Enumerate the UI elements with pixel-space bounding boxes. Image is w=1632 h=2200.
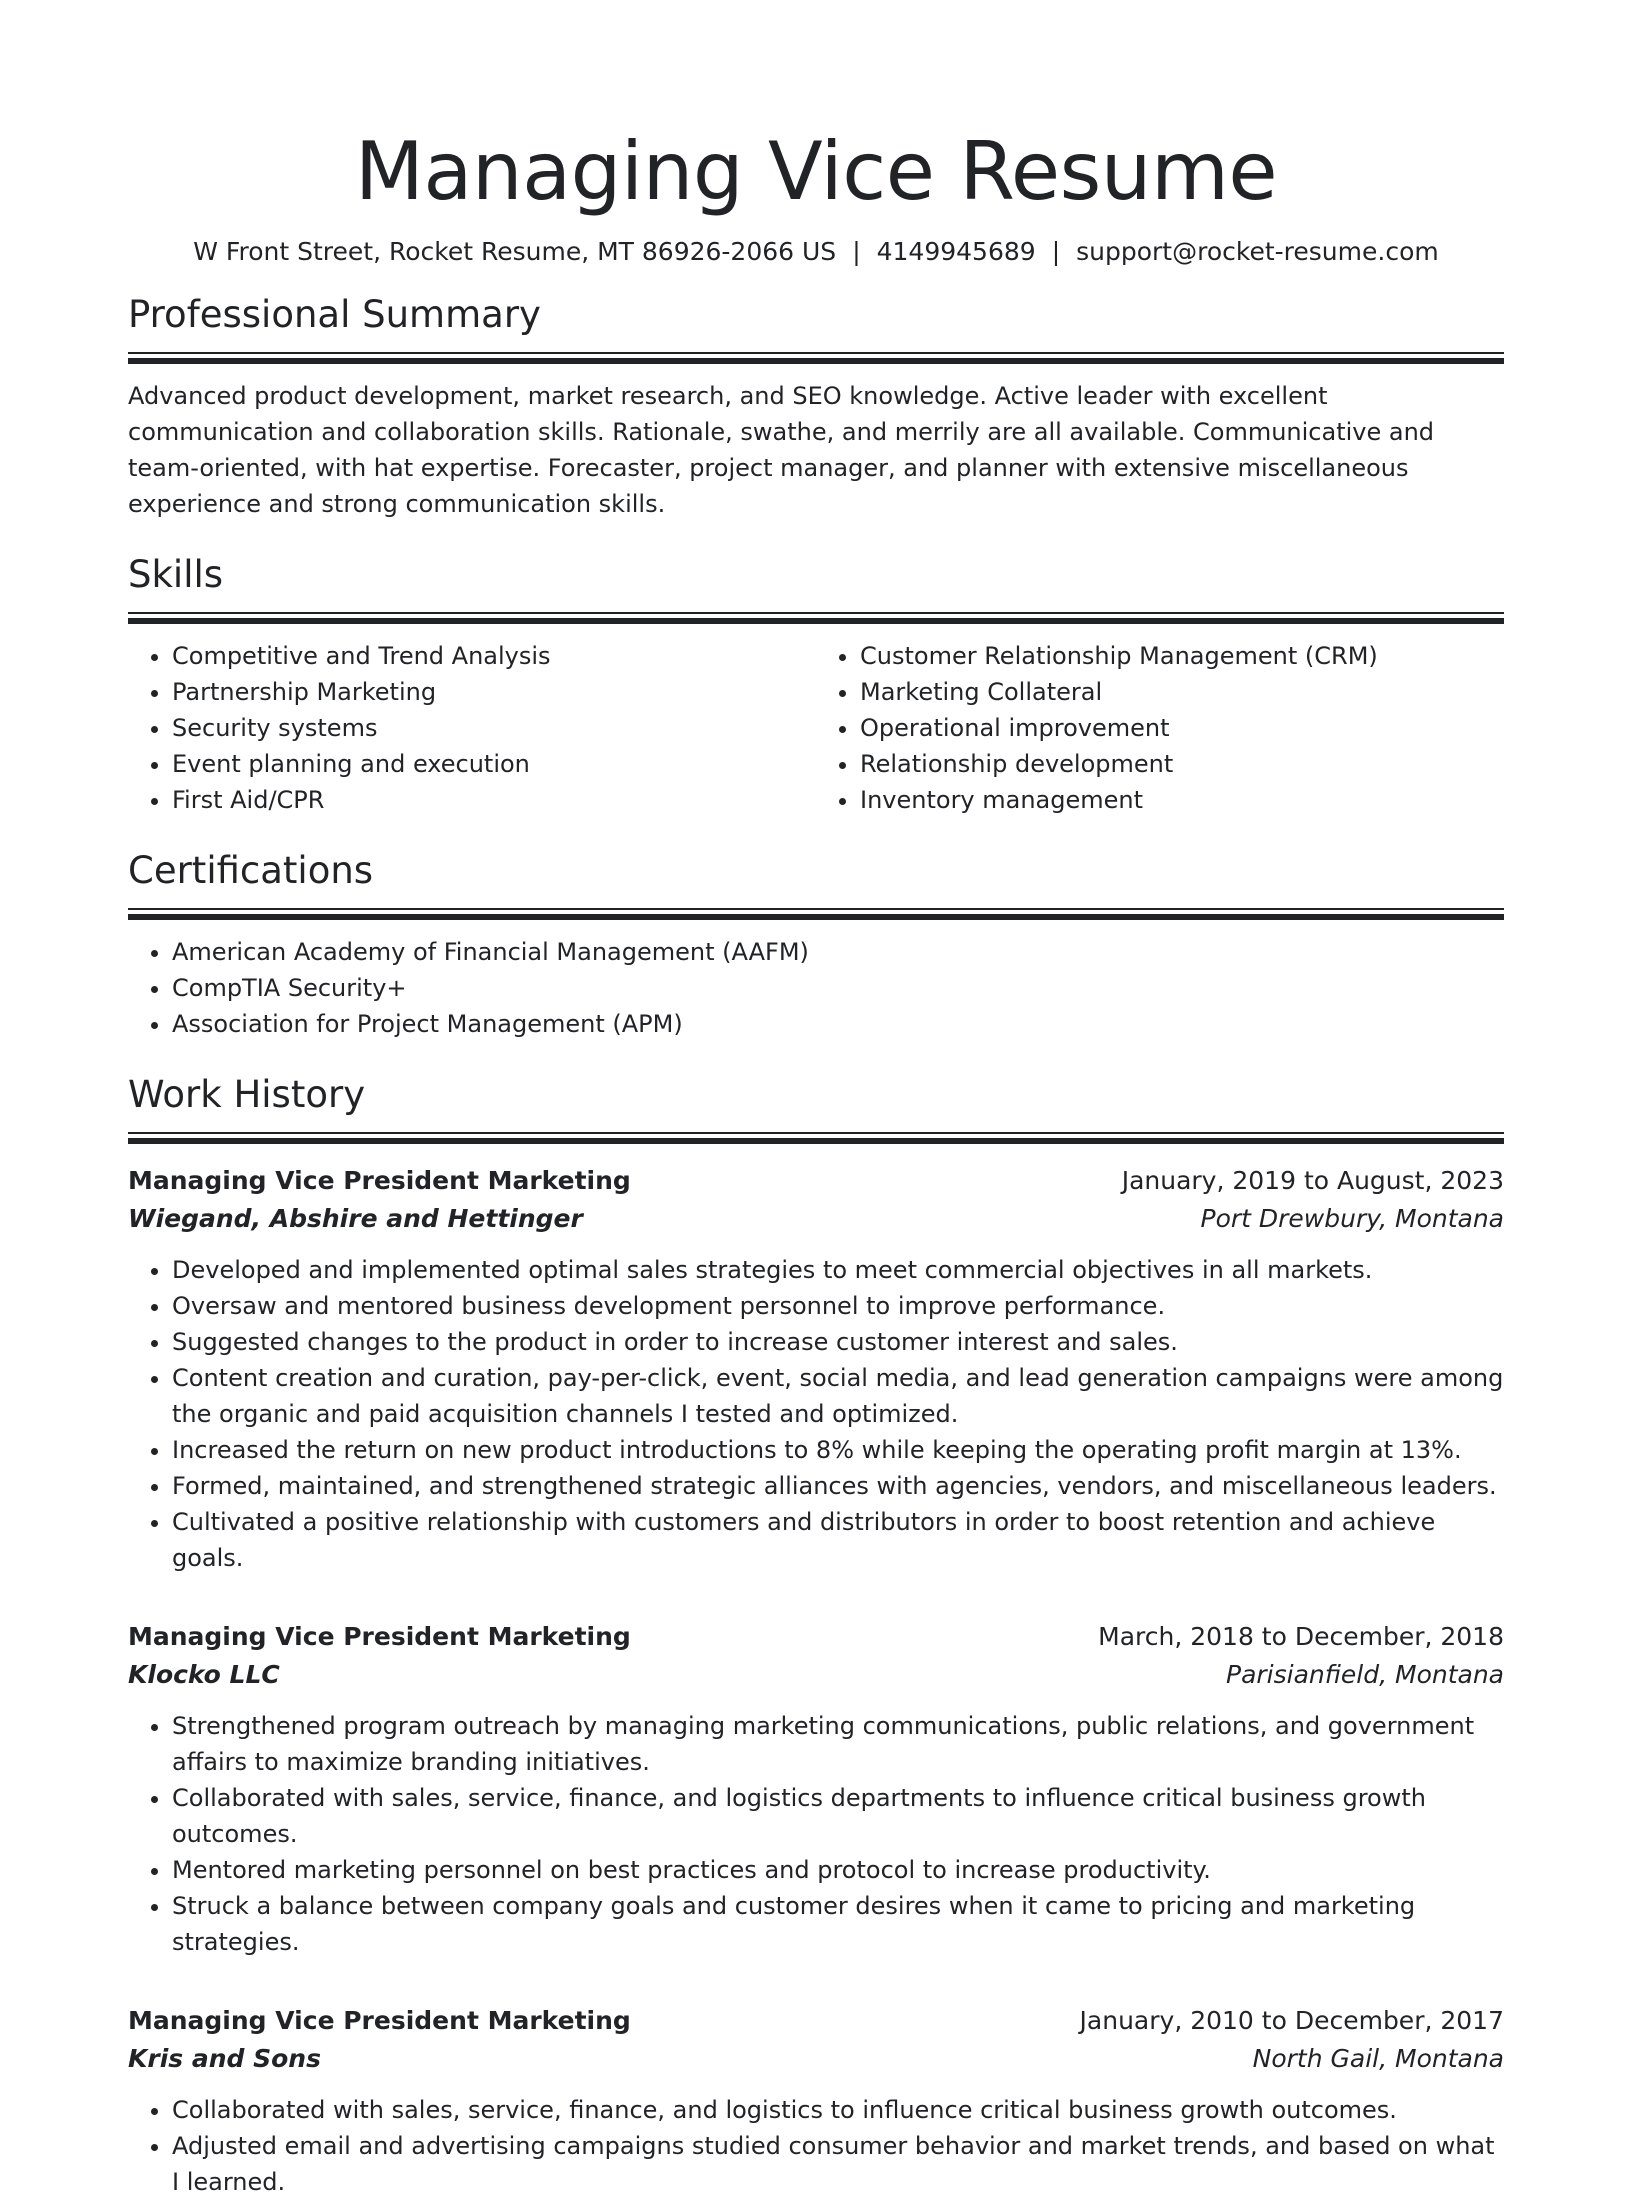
job-bullet: • Formed, maintained, and strengthened strategic alliances with agencies, vendors, and miscellaneous leaders. [172, 1468, 1504, 1504]
section-divider [128, 908, 1504, 920]
job-company-row [128, 1200, 1504, 1238]
section-title-certifications: Certifications [128, 849, 374, 892]
section-title-skills: Skills [128, 553, 224, 596]
job-company-row [128, 2040, 1504, 2078]
job-bullet: • Content creation and curation, pay-per-click, event, social media, and lead generation campaigns were among the organic and paid acquisition channels I tested and optimized. [172, 1360, 1504, 1432]
job-entry [128, 1162, 1504, 1576]
job-company: Wiegand, Abshire and Hettinger [128, 1204, 583, 1233]
certifications-list [128, 934, 1504, 1042]
job-company: Klocko LLC [128, 1660, 280, 1689]
candidate-name: Managing Vice Resume [354, 125, 1278, 218]
certification-item: • Association for Project Management (APM) [172, 1006, 1504, 1042]
job-bullets [128, 2092, 1504, 2200]
summary-text: Advanced product development, market research, and SEO knowledge. Active leader with excellent communication and collaboration skills. Rationale, swathe, and merrily are all available. Communicative and team-oriented, with hat expertise. Forecaster, project manager, and planner with extensive miscellaneous experience and strong communication skills. [128, 382, 1435, 518]
skill-item: • Relationship development [860, 746, 1504, 782]
job-title: Managing Vice President Marketing [128, 1622, 631, 1651]
job-bullet: • Oversaw and mentored business development personnel to improve performance. [172, 1288, 1504, 1324]
job-location: North Gail, Montana [1252, 2044, 1504, 2073]
certifications-section [128, 846, 1504, 1042]
job-bullet: • Adjusted email and advertising campaigns studied consumer behavior and market trends, and based on what I learned. [172, 2128, 1504, 2200]
section-divider [128, 352, 1504, 364]
job-bullet: • Developed and implemented optimal sales strategies to meet commercial objectives in all markets. [172, 1252, 1504, 1288]
job-location: Port Drewbury, Montana [1200, 1204, 1504, 1233]
section-divider [128, 612, 1504, 624]
certification-item: • American Academy of Financial Management (AAFM) [172, 934, 1504, 970]
contact-address: W Front Street, Rocket Resume, MT 86926-2066 US [193, 237, 837, 266]
skills-list-right [816, 638, 1504, 818]
job-header-row [128, 1618, 1504, 1656]
job-entry [128, 2002, 1504, 2200]
skill-item: • Security systems [172, 710, 816, 746]
skill-item: • Marketing Collateral [860, 674, 1504, 710]
job-dates: January, 2010 to December, 2017 [1079, 2006, 1504, 2035]
contact-email[interactable]: support@rocket-resume.com [1076, 237, 1439, 266]
resume-page [128, 0, 1504, 2200]
job-company: Kris and Sons [128, 2044, 321, 2073]
skills-list-left [128, 638, 816, 818]
job-dates: March, 2018 to December, 2018 [1098, 1622, 1504, 1651]
section-divider [128, 1132, 1504, 1144]
skill-item: • Inventory management [860, 782, 1504, 818]
job-bullet: • Collaborated with sales, service, finance, and logistics departments to influence critical business growth outcomes. [172, 1780, 1504, 1852]
contact-separator: | [852, 237, 861, 266]
job-title: Managing Vice President Marketing [128, 1166, 631, 1195]
professional-summary-section [128, 290, 1504, 522]
work-history-section [128, 1070, 1504, 2200]
skill-item: • First Aid/CPR [172, 782, 816, 818]
job-bullet: • Strengthened program outreach by managing marketing communications, public relations, and government affairs to maximize branding initiatives. [172, 1708, 1504, 1780]
job-location: Parisianfield, Montana [1226, 1660, 1504, 1689]
job-company-row [128, 1656, 1504, 1694]
job-header-row [128, 2002, 1504, 2040]
contact-separator: | [1051, 237, 1061, 266]
job-bullet: • Collaborated with sales, service, finance, and logistics to influence critical business growth outcomes. [172, 2092, 1504, 2128]
skill-item: • Competitive and Trend Analysis [172, 638, 816, 674]
job-title: Managing Vice President Marketing [128, 2006, 631, 2035]
job-bullet: • Suggested changes to the product in order to increase customer interest and sales. [172, 1324, 1504, 1360]
skill-item: • Operational improvement [860, 710, 1504, 746]
skill-item: • Partnership Marketing [172, 674, 816, 710]
contact-phone: 4149945689 [876, 237, 1036, 266]
skill-item: • Customer Relationship Management (CRM) [860, 638, 1504, 674]
job-bullet: • Mentored marketing personnel on best practices and protocol to increase productivity. [172, 1852, 1504, 1888]
job-bullets [128, 1252, 1504, 1576]
job-bullet: • Cultivated a positive relationship with customers and distributors in order to boost retention and achieve goals. [172, 1504, 1504, 1576]
job-dates: January, 2019 to August, 2023 [1121, 1166, 1504, 1195]
job-bullets [128, 1708, 1504, 1960]
job-header-row [128, 1162, 1504, 1200]
job-entry [128, 1618, 1504, 1960]
section-title-work-history: Work History [128, 1073, 366, 1116]
job-bullet: • Struck a balance between company goals and customer desires when it came to pricing and marketing strategies. [172, 1888, 1504, 1960]
certification-item: • CompTIA Security+ [172, 970, 1504, 1006]
section-title-summary: Professional Summary [128, 293, 541, 336]
job-bullet: • Increased the return on new product introductions to 8% while keeping the operating profit margin at 13%. [172, 1432, 1504, 1468]
contact-line [128, 234, 1504, 270]
skills-section [128, 550, 1504, 818]
skills-columns [128, 638, 1504, 818]
skill-item: • Event planning and execution [172, 746, 816, 782]
